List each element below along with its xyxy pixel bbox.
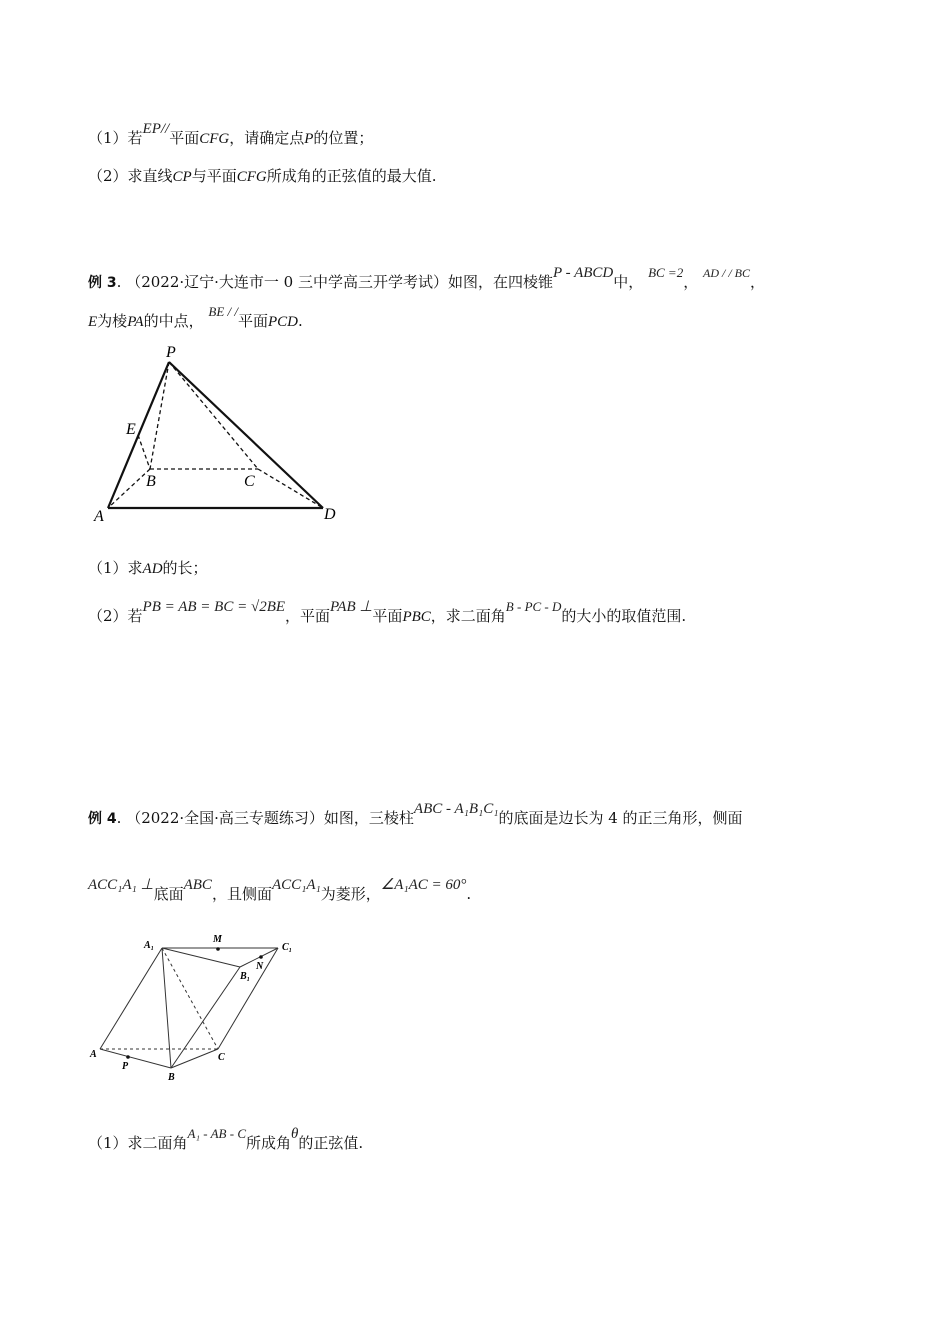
pyramid-figure <box>88 338 348 528</box>
math-abc: ABC <box>183 877 212 893</box>
text: 为棱 <box>97 312 128 330</box>
label-p: P <box>166 344 176 361</box>
example-source: （2022·辽宁·大连市一 0 三中学高三开学考试）如图，在四棱锥 <box>126 273 553 291</box>
math-theta: θ <box>291 1126 299 1142</box>
math-be-parallel: BE / / <box>208 304 238 319</box>
text: 平面 <box>372 607 403 625</box>
text: ，请确定点 <box>229 129 305 147</box>
edge-pb-line <box>150 362 169 469</box>
example-label: 例 4 <box>88 811 117 827</box>
label-c: C <box>218 1052 225 1063</box>
text: 平面 <box>169 129 200 147</box>
text: 的长； <box>162 559 208 577</box>
label-c1: C₁ <box>282 942 293 953</box>
text: . <box>466 885 472 903</box>
label-a: A <box>94 508 104 525</box>
edge-a1b <box>162 948 171 1068</box>
plane-pcd: PCD <box>268 314 299 330</box>
edge-ab-line <box>108 469 150 508</box>
math-ad-parallel: AD / / BC <box>703 266 750 280</box>
text: ，平面 <box>285 607 331 625</box>
text: 中， <box>613 273 644 291</box>
text: 的位置； <box>313 129 374 147</box>
math-dihedral: B - PC - D <box>505 599 562 614</box>
example-4-part-1 <box>88 1126 364 1154</box>
math-pab-perp: PAB ⊥ <box>330 599 373 615</box>
part-prefix: （2）求直线 <box>88 167 173 185</box>
label-a1: A₁ <box>144 940 155 951</box>
part-prefix: （1）求二面角 <box>88 1134 188 1152</box>
example-3-part-1 <box>88 558 208 579</box>
example-label: 例 3 <box>88 275 117 291</box>
text: ，且侧面 <box>211 885 272 903</box>
example-3-header <box>88 265 766 293</box>
text: . <box>116 273 122 291</box>
part-prefix: （1）若 <box>88 129 143 147</box>
point-e: E <box>88 314 98 330</box>
part-prefix: （2）若 <box>88 607 143 625</box>
text: . <box>116 809 122 827</box>
math-face: ACC₁A₁ <box>271 877 321 893</box>
text: . <box>298 312 303 330</box>
text: 与平面 <box>191 167 237 185</box>
plane-cfg: CFG <box>199 131 230 147</box>
text: 的中点， <box>143 312 204 330</box>
edge-a1b1 <box>162 948 240 967</box>
example-3-part-2 <box>88 599 687 627</box>
math-bc-eq: BC =2 <box>648 265 684 280</box>
point-p-dot <box>126 1055 130 1059</box>
text: 的正弦值. <box>298 1134 364 1152</box>
text: 底面 <box>153 885 184 903</box>
edge-aa1 <box>100 948 162 1049</box>
math-equality: PB = AB = BC = √2BE <box>142 599 286 615</box>
plane-cfg: CFG <box>236 169 267 185</box>
math-pyramid: P - ABCD <box>552 265 614 281</box>
example-4-line-2 <box>88 877 472 905</box>
label-n: N <box>256 961 264 972</box>
question-part-2 <box>88 166 437 187</box>
plane-pbc: PBC <box>402 609 431 625</box>
text: 为菱形， <box>320 885 381 903</box>
edge-ab <box>100 1049 171 1068</box>
label-d: D <box>324 506 336 523</box>
label-b: B <box>146 473 156 490</box>
point-n <box>259 955 263 959</box>
math-angle: ∠A₁AC = 60° <box>380 877 467 893</box>
math-prism: ABC - A₁B₁C₁ <box>413 801 499 817</box>
math-ep-parallel: EP// <box>142 121 170 137</box>
text: 的大小的取值范围. <box>561 607 687 625</box>
edge-eb-line <box>138 435 150 469</box>
label-b: B <box>168 1072 175 1083</box>
text: 的底面是边长为 4 的正三角形，侧面 <box>498 809 743 827</box>
edge-a1c <box>162 948 218 1049</box>
text: ，求二面角 <box>430 607 506 625</box>
edge-pa: PA <box>127 314 144 330</box>
part-prefix: （1）求 <box>88 559 143 577</box>
label-e: E <box>126 421 136 438</box>
edge-pc-line <box>169 362 258 469</box>
label-p: P <box>122 1061 129 1072</box>
text: ， <box>683 273 699 291</box>
text: 所成角的正弦值的最大值. <box>266 167 437 185</box>
point-m <box>216 947 220 951</box>
edge-cd-line <box>258 469 323 508</box>
label-m: M <box>213 934 222 945</box>
label-b1: B₁ <box>240 971 251 982</box>
question-part-1 <box>88 121 374 149</box>
edge-bb1 <box>171 967 240 1068</box>
example-3-line-2 <box>88 304 303 332</box>
prism-figure <box>88 928 308 1086</box>
example-4-header <box>88 801 743 829</box>
label-a: A <box>90 1049 97 1060</box>
edge-ad: AD <box>142 561 163 577</box>
text: 所成角 <box>245 1134 291 1152</box>
text: 平面 <box>238 312 269 330</box>
text: ， <box>750 273 766 291</box>
line-cp: CP <box>172 169 192 185</box>
label-c: C <box>244 473 255 490</box>
math-dihedral: A₁ - AB - C <box>187 1126 246 1141</box>
example-source: （2022·全国·高三专题练习）如图，三棱柱 <box>126 809 414 827</box>
math-face-perp: ACC₁A₁ ⊥ <box>88 877 154 893</box>
point-p: P <box>304 131 314 147</box>
